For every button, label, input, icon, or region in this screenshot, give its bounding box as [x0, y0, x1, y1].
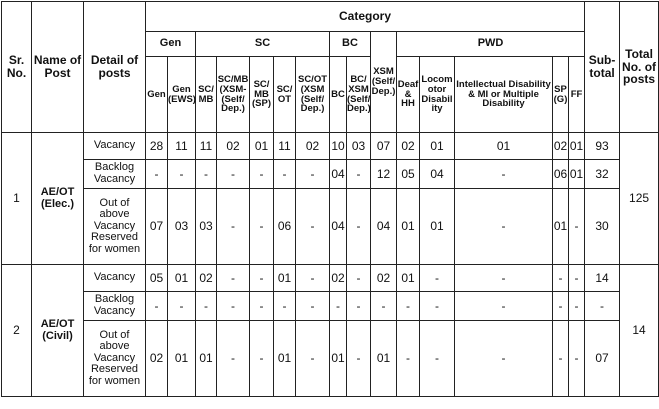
value-cell: -: [168, 292, 196, 321]
value-cell: 04: [330, 160, 347, 189]
header-pwd: PWD: [397, 32, 585, 57]
value-cell: -: [250, 160, 274, 189]
value-cell: -: [250, 321, 274, 397]
value-cell: -: [250, 265, 274, 292]
post-name: AE/OT (Elec.): [32, 133, 84, 265]
subheader-gen-ews: Gen (EWS): [168, 57, 196, 133]
value-cell: 11: [196, 133, 217, 160]
subheader-ff: FF: [569, 57, 585, 133]
subheader-sp-g: SP (G): [553, 57, 569, 133]
header-sr-no: Sr. No.: [2, 2, 32, 133]
serial-number: 2: [2, 265, 32, 397]
subheader-bc-xsm: BC/ XSM (Self/ Dep.): [347, 57, 371, 133]
total-posts-cell: 125: [620, 133, 659, 265]
value-cell: 12: [371, 160, 397, 189]
value-cell: -: [347, 160, 371, 189]
value-cell: 02: [196, 265, 217, 292]
value-cell: 03: [347, 133, 371, 160]
value-cell: 02: [397, 133, 420, 160]
value-cell: 11: [274, 133, 296, 160]
header-sub-total: Sub-total: [585, 2, 620, 133]
value-cell: 02: [553, 133, 569, 160]
subtotal-cell: 93: [585, 133, 620, 160]
value-cell: -: [217, 292, 250, 321]
value-cell: -: [569, 189, 585, 265]
value-cell: -: [168, 160, 196, 189]
header-category: Category: [146, 2, 585, 32]
value-cell: -: [296, 292, 330, 321]
value-cell: -: [347, 321, 371, 397]
value-cell: 04: [330, 189, 347, 265]
value-cell: 05: [146, 265, 168, 292]
header-xsm: XSM (Self/ Dep.): [371, 32, 397, 133]
header-sc: SC: [196, 32, 330, 57]
value-cell: -: [296, 321, 330, 397]
value-cell: -: [347, 292, 371, 321]
value-cell: -: [347, 265, 371, 292]
row-detail: Out of above Vacancy Reserved for women: [84, 189, 146, 265]
value-cell: -: [569, 321, 585, 397]
value-cell: 01: [274, 265, 296, 292]
value-cell: 11: [168, 133, 196, 160]
value-cell: -: [569, 265, 585, 292]
total-posts-cell: 14: [620, 265, 659, 397]
subheader-bc: BC: [330, 57, 347, 133]
value-cell: 07: [146, 189, 168, 265]
value-cell: 02: [330, 265, 347, 292]
value-cell: -: [146, 160, 168, 189]
subheader-sc-mb-sp: SC/ MB (SP): [250, 57, 274, 133]
row-detail: Backlog Vacancy: [84, 292, 146, 321]
value-cell: -: [274, 160, 296, 189]
subheader-sc-ot-xsm: SC/OT (XSM (Self/ Dep.): [296, 57, 330, 133]
value-cell: -: [553, 265, 569, 292]
subtotal-cell: 14: [585, 265, 620, 292]
value-cell: 02: [371, 265, 397, 292]
value-cell: 01: [553, 189, 569, 265]
value-cell: -: [397, 321, 420, 397]
value-cell: -: [274, 292, 296, 321]
value-cell: -: [296, 160, 330, 189]
value-cell: -: [455, 292, 553, 321]
vacancy-table: [1, 1, 659, 397]
serial-number: 1: [2, 133, 32, 265]
value-cell: 02: [296, 133, 330, 160]
value-cell: -: [296, 265, 330, 292]
value-cell: -: [397, 292, 420, 321]
value-cell: 01: [274, 321, 296, 397]
value-cell: 01: [196, 321, 217, 397]
value-cell: 01: [455, 133, 553, 160]
value-cell: 01: [330, 321, 347, 397]
value-cell: -: [553, 321, 569, 397]
table-row: [2, 133, 659, 160]
value-cell: 01: [420, 133, 455, 160]
value-cell: 01: [397, 189, 420, 265]
value-cell: 02: [217, 133, 250, 160]
header-gen: Gen: [146, 32, 196, 57]
value-cell: -: [217, 160, 250, 189]
value-cell: -: [217, 321, 250, 397]
value-cell: 03: [196, 189, 217, 265]
subtotal-cell: 32: [585, 160, 620, 189]
value-cell: -: [296, 189, 330, 265]
value-cell: 05: [397, 160, 420, 189]
header-name-of-post: Name of Post: [32, 2, 84, 133]
value-cell: 06: [553, 160, 569, 189]
value-cell: -: [455, 189, 553, 265]
subtotal-cell: 07: [585, 321, 620, 397]
value-cell: 28: [146, 133, 168, 160]
table-row: [2, 321, 659, 397]
value-cell: -: [455, 265, 553, 292]
value-cell: -: [569, 292, 585, 321]
value-cell: -: [146, 292, 168, 321]
row-detail: Out of above Vacancy Reserved for women: [84, 321, 146, 397]
value-cell: 01: [250, 133, 274, 160]
value-cell: -: [217, 189, 250, 265]
value-cell: 01: [168, 321, 196, 397]
value-cell: 01: [569, 160, 585, 189]
subheader-sc-mb-xsm: SC/MB (XSM- (Self/ Dep.): [217, 57, 250, 133]
post-name: AE/OT (Civil): [32, 265, 84, 397]
value-cell: -: [455, 160, 553, 189]
header-total-posts: Total No. of posts: [620, 2, 659, 133]
row-detail: Vacancy: [84, 133, 146, 160]
value-cell: 07: [371, 133, 397, 160]
subheader-gen: Gen: [146, 57, 168, 133]
value-cell: 01: [168, 265, 196, 292]
table-row: [2, 292, 659, 321]
value-cell: -: [420, 321, 455, 397]
table-row: [2, 265, 659, 292]
value-cell: -: [196, 160, 217, 189]
value-cell: -: [455, 321, 553, 397]
subtotal-cell: -: [585, 292, 620, 321]
value-cell: -: [420, 292, 455, 321]
value-cell: -: [330, 292, 347, 321]
subheader-deaf-hh: Deaf & HH: [397, 57, 420, 133]
value-cell: 01: [420, 189, 455, 265]
value-cell: -: [250, 292, 274, 321]
value-cell: 04: [420, 160, 455, 189]
row-detail: Vacancy: [84, 265, 146, 292]
value-cell: -: [217, 265, 250, 292]
header-detail-of-posts: Detail of posts: [84, 2, 146, 133]
value-cell: 10: [330, 133, 347, 160]
table-row: [2, 189, 659, 265]
value-cell: -: [347, 189, 371, 265]
value-cell: 02: [146, 321, 168, 397]
value-cell: 01: [569, 133, 585, 160]
value-cell: -: [250, 189, 274, 265]
value-cell: 01: [397, 265, 420, 292]
subheader-sc-ot: SC/ OT: [274, 57, 296, 133]
value-cell: 01: [371, 321, 397, 397]
value-cell: -: [420, 265, 455, 292]
row-detail: Backlog Vacancy: [84, 160, 146, 189]
value-cell: -: [371, 292, 397, 321]
subheader-intellectual: Intellectual Disability & MI or Multiple Disability: [455, 57, 553, 133]
value-cell: 03: [168, 189, 196, 265]
table-row: [2, 160, 659, 189]
header-bc: BC: [330, 32, 371, 57]
value-cell: -: [553, 292, 569, 321]
subheader-locomotor: Locom otor Disabil ity: [420, 57, 455, 133]
value-cell: 04: [371, 189, 397, 265]
value-cell: 06: [274, 189, 296, 265]
subtotal-cell: 30: [585, 189, 620, 265]
subheader-sc-mb: SC/ MB: [196, 57, 217, 133]
value-cell: -: [196, 292, 217, 321]
table-body: [2, 133, 659, 397]
